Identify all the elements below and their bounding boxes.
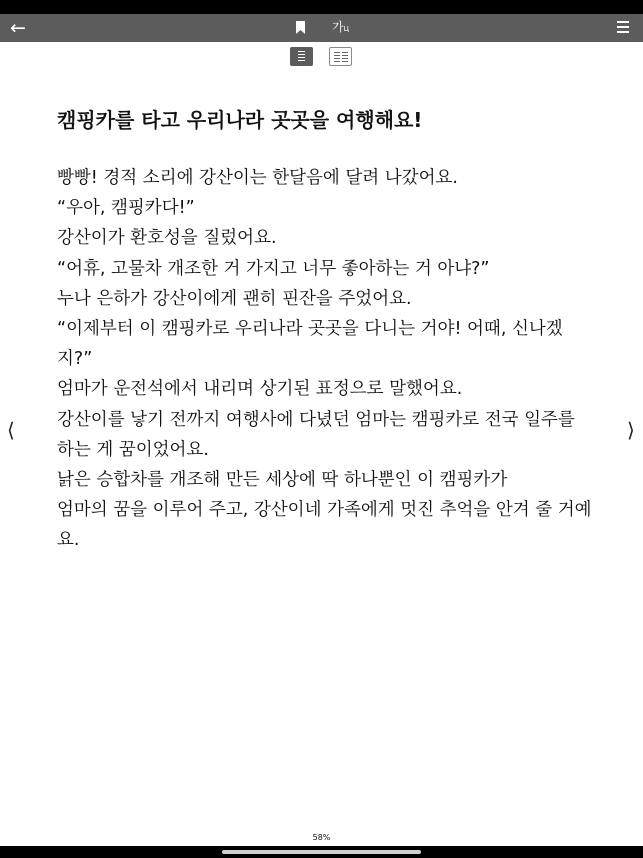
status-bar — [0, 0, 643, 14]
prev-page-chevron-icon[interactable]: ⟨ — [7, 418, 15, 442]
paragraph: 엄마의 꿈을 이루어 주고, 강산이네 가족에게 멋진 추억을 안겨 줄 거예요. — [57, 500, 592, 551]
home-indicator[interactable] — [222, 850, 421, 854]
font-size-label: 가 — [332, 20, 344, 34]
paragraph: 강산이를 낳기 전까지 여행사에 다녔던 엄마는 캠핑카로 전국 일주를 하는 게 꿈이었어요. — [57, 409, 575, 460]
page-body — [57, 163, 597, 556]
paragraph: “우아, 캠핑카다!” — [57, 198, 195, 219]
paragraph: 엄마가 운전석에서 내리며 상기된 표정으로 말했어요. — [57, 379, 463, 400]
paragraph: 누나 은하가 강산이에게 괜히 핀잔을 주었어요. — [57, 288, 412, 309]
paragraph: 빵빵! 경적 소리에 강산이는 한달음에 달려 나갔어요. — [57, 168, 458, 188]
paragraph: 낡은 승합차를 개조해 만든 세상에 딱 하나뿐인 이 캠핑카가 — [57, 470, 508, 491]
two-column-icon — [334, 52, 340, 64]
bookmark-icon[interactable] — [296, 21, 305, 34]
reader-toolbar — [0, 14, 643, 42]
chapter-title: 캠핑카를 타고 우리나라 곳곳을 여행해요! — [57, 108, 423, 132]
single-column-view-button[interactable] — [290, 47, 313, 66]
next-page-chevron-icon[interactable]: ⟩ — [627, 418, 635, 442]
paragraph: “어휴, 고물차 개조한 거 가지고 너무 좋아하는 거 아냐?” — [57, 258, 490, 279]
font-size-sub-label: Ц — [343, 25, 350, 33]
reading-progress: 58% — [312, 833, 331, 842]
back-arrow-icon[interactable]: ← — [10, 17, 26, 39]
font-size-button[interactable] — [332, 20, 349, 36]
single-column-icon — [298, 51, 305, 63]
hamburger-menu-icon[interactable] — [617, 21, 629, 36]
paragraph: 강산이가 환호성을 질렀어요. — [57, 228, 277, 249]
two-column-view-button[interactable] — [329, 47, 352, 66]
paragraph: “이제부터 이 캠핑카로 우리나라 곳곳을 다니는 거야! 어때, 신나겠지?” — [57, 319, 563, 370]
